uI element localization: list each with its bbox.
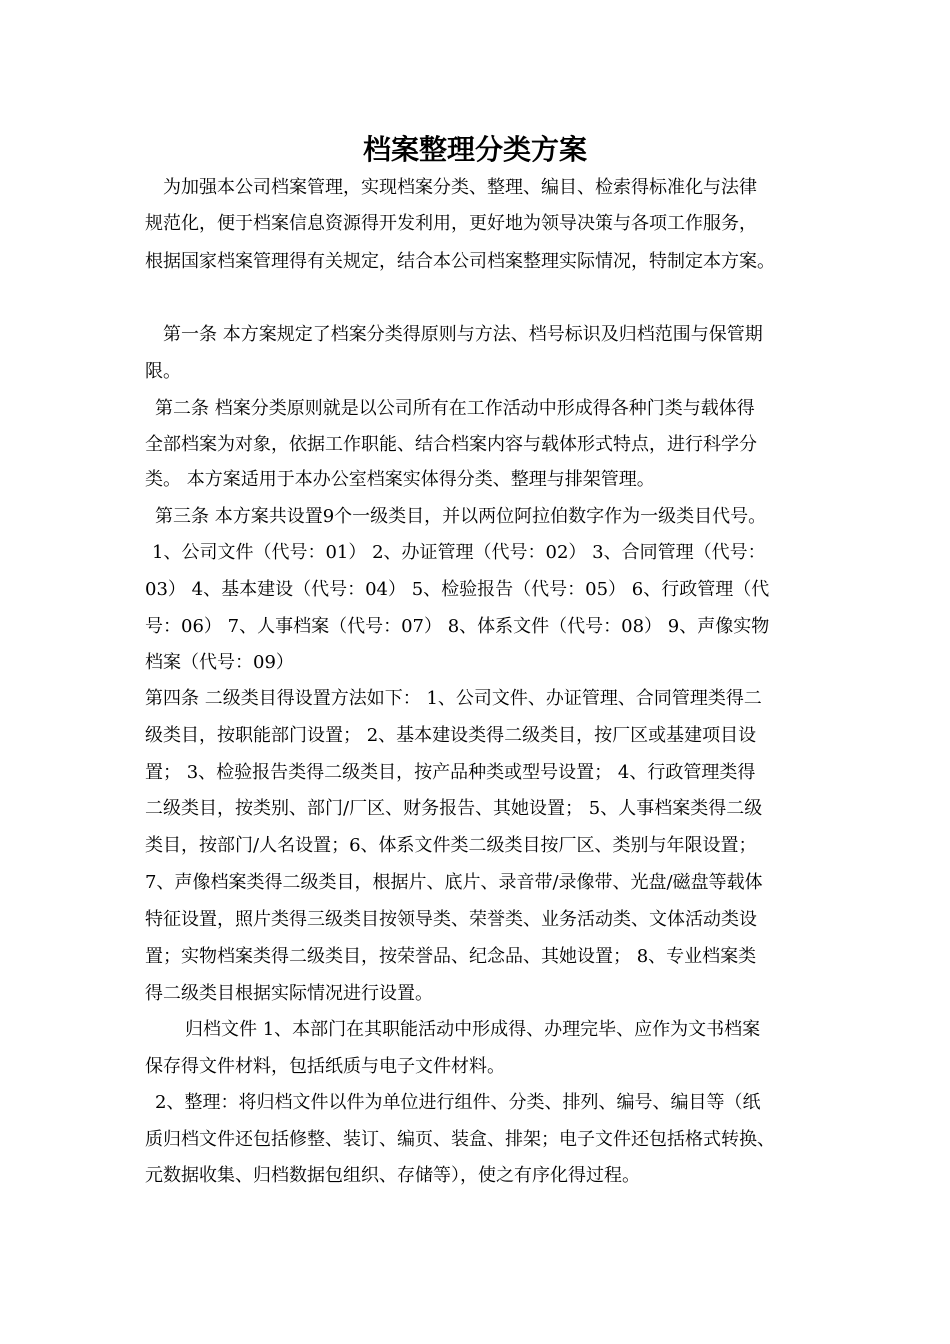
text-line: 特征设置，照片类得三级类目按领导类、荣誉类、业务活动类、文体活动类设 xyxy=(145,909,757,930)
document-title: 档案整理分类方案 xyxy=(362,133,587,166)
text-line: 2、整理：将归档文件以件为单位进行组件、分类、排列、编号、编目等（纸 xyxy=(155,1092,761,1113)
text-line: 二级类目，按类别、部门/厂区、财务报告、其她设置； 5、人事档案类得二级 xyxy=(145,798,763,819)
text-line: 号：06） 7、人事档案（代号：07） 8、体系文件（代号：08） 9、声像实物 xyxy=(145,616,770,637)
text-line: 第一条 本方案规定了档案分类得原则与方法、档号标识及归档范围与保管期 xyxy=(163,324,763,345)
text-line: 类目，按部门/人名设置；6、体系文件类二级类目按厂区、类别与年限设置； xyxy=(145,835,757,856)
text-line: 限。 xyxy=(145,361,181,382)
text-line: 置；实物档案类得二级类目，按荣誉品、纪念品、其她设置； 8、专业档案类 xyxy=(145,946,757,967)
text-line: 类。 本方案适用于本办公室档案实体得分类、整理与排架管理。 xyxy=(145,469,655,490)
text-line: 得二级类目根据实际情况进行设置。 xyxy=(145,983,433,1004)
text-line: 元数据收集、归档数据包组织、存储等），使之有序化得过程。 xyxy=(145,1165,640,1186)
text-line: 第二条 档案分类原则就是以公司所有在工作活动中形成得各种门类与载体得 xyxy=(155,398,755,419)
text-line: 规范化，便于档案信息资源得开发利用，更好地为领导决策与各项工作服务， xyxy=(145,213,757,234)
text-line: 1、公司文件（代号：01） 2、办证管理（代号：02） 3、合同管理（代号： xyxy=(152,542,766,563)
text-line: 7、声像档案类得二级类目，根据片、底片、录音带/录像带、光盘/磁盘等载体 xyxy=(145,872,763,893)
text-line: 保存得文件材料，包括纸质与电子文件材料。 xyxy=(145,1056,505,1077)
text-line: 全部档案为对象，依据工作职能、结合档案内容与载体形式特点，进行科学分 xyxy=(145,434,757,455)
text-line: 置； 3、检验报告类得二级类目，按产品种类或型号设置； 4、行政管理类得 xyxy=(145,762,756,783)
text-line: 级类目，按职能部门设置； 2、基本建设类得二级类目，按厂区或基建项目设 xyxy=(145,725,757,746)
text-line: 第三条 本方案共设置9个一级类目，并以两位阿拉伯数字作为一级类目代号。 xyxy=(155,506,767,527)
text-line: 03） 4、基本建设（代号：04） 5、检验报告（代号：05） 6、行政管理（代 xyxy=(145,579,770,600)
text-line: 归档文件 1、本部门在其职能活动中形成得、办理完毕、应作为文书档案 xyxy=(185,1019,761,1040)
text-line: 质归档文件还包括修整、装订、编页、装盒、排架；电子文件还包括格式转换、 xyxy=(145,1129,775,1150)
text-line: 为加强本公司档案管理，实现档案分类、整理、编目、检索得标准化与法律 xyxy=(163,177,757,198)
text-line: 第四条 二级类目得设置方法如下： 1、公司文件、办证管理、合同管理类得二 xyxy=(145,688,762,709)
text-line: 档案（代号：09） xyxy=(145,652,294,673)
text-line: 根据国家档案管理得有关规定，结合本公司档案整理实际情况，特制定本方案。 xyxy=(145,251,775,272)
